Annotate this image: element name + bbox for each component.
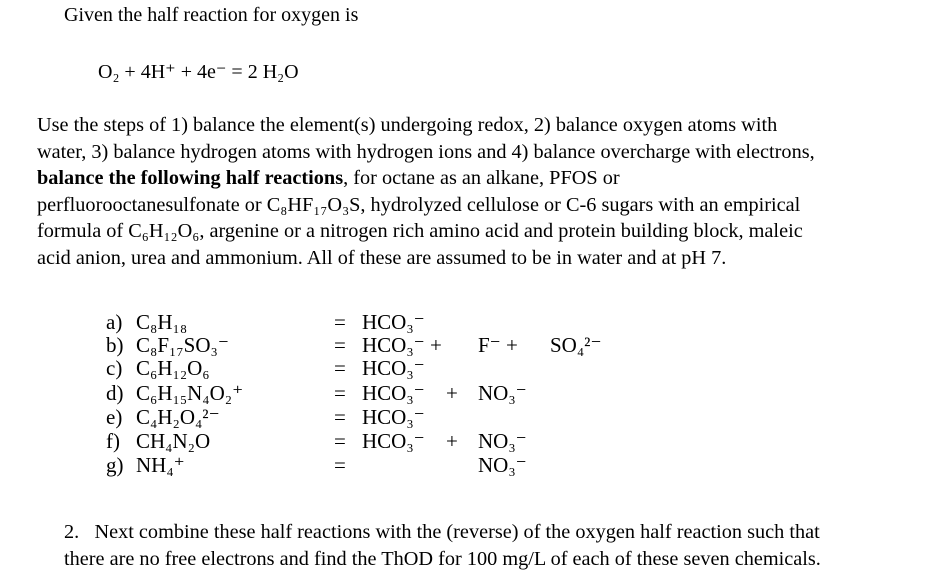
- reaction-product-1: HCO₃⁻: [362, 310, 425, 334]
- instructions-line-6: acid anion, urea and ammonium. All of these are assumed to be in water and at pH 7.: [37, 246, 727, 269]
- oxygen-half-reaction: O₂ + 4H⁺ + 4e⁻ = 2 H₂O: [98, 61, 299, 83]
- reaction-product-1: HCO₃⁻: [362, 356, 425, 380]
- equals-sign: =: [334, 429, 346, 453]
- question-2: [64, 519, 924, 572]
- reaction-reactant: C₄H₂O₄²⁻: [136, 405, 220, 429]
- reaction-reactant: C₈H₁₈: [136, 310, 188, 334]
- reaction-product-1: HCO₃⁻ +: [362, 333, 442, 357]
- reaction-product-2: NO₃⁻: [478, 381, 527, 405]
- reaction-label: e): [106, 405, 123, 429]
- instructions-line-3-rest: , for octane as an alkane, PFOS or: [343, 167, 620, 189]
- reaction-reactant: CH₄N₂O: [136, 429, 211, 453]
- reaction-product-3: SO₄²⁻: [550, 333, 602, 357]
- question-2-text-1: Next combine these half reactions with the (reverse) of the oxygen half reaction such that: [94, 521, 820, 543]
- reaction-product-2: NO₃⁻: [478, 429, 527, 453]
- reaction-product-1: HCO₃⁻: [362, 429, 425, 453]
- instructions-line-4: perfluorooctanesulfonate or C₈HF₁₇O₃S, hydrolyzed cellulose or C-6 sugars with an empirical: [37, 193, 801, 216]
- instructions-line-3: [37, 165, 917, 192]
- instructions-bold-phrase: balance the following half reactions: [37, 167, 344, 189]
- equals-sign: =: [334, 310, 346, 334]
- reaction-product-1: HCO₃⁻: [362, 405, 425, 429]
- reaction-label: a): [106, 310, 123, 334]
- reaction-reactant: C₆H₁₅N₄O₂⁺: [136, 381, 244, 405]
- reaction-product-2: F⁻ +: [478, 333, 518, 357]
- reaction-reactant: NH₄⁺: [136, 453, 185, 477]
- reaction-label: b): [106, 333, 124, 357]
- question-number: 2.: [64, 521, 80, 543]
- equals-sign: =: [334, 453, 346, 477]
- instructions-paragraph: [37, 112, 917, 271]
- reaction-label: c): [106, 356, 123, 380]
- instructions-line-2: water, 3) balance hydrogen atoms with hydrogen ions and 4) balance overcharge with electrons,: [37, 140, 815, 163]
- reaction-label: g): [106, 453, 124, 477]
- reaction-reactant: C₈F₁₇SO₃⁻: [136, 333, 229, 357]
- reaction-reactant: C₆H₁₂O₆: [136, 356, 210, 380]
- equals-sign: =: [334, 356, 346, 380]
- question-2-line-2: there are no free electrons and find the ThOD for 100 mg/L of each of these seven chemicals.: [64, 547, 821, 570]
- reaction-product-1: HCO₃⁻: [362, 381, 425, 405]
- instructions-line-1: Use the steps of 1) balance the element(s) undergoing redox, 2) balance oxygen atoms with: [37, 114, 778, 136]
- reaction-product-2: NO₃⁻: [478, 453, 527, 477]
- reaction-label: f): [106, 429, 120, 453]
- instructions-line-5: formula of C₆H₁₂O₆, argenine or a nitrogen rich amino acid and protein building block, maleic: [37, 220, 803, 242]
- equals-sign: =: [334, 381, 346, 405]
- equals-sign: =: [334, 333, 346, 357]
- question-2-line-1: [64, 519, 924, 546]
- intro-text: Given the half reaction for oxygen is: [64, 4, 359, 26]
- plus-sign: +: [446, 381, 458, 405]
- equals-sign: =: [334, 405, 346, 429]
- plus-sign: +: [446, 429, 458, 453]
- reaction-label: d): [106, 381, 124, 405]
